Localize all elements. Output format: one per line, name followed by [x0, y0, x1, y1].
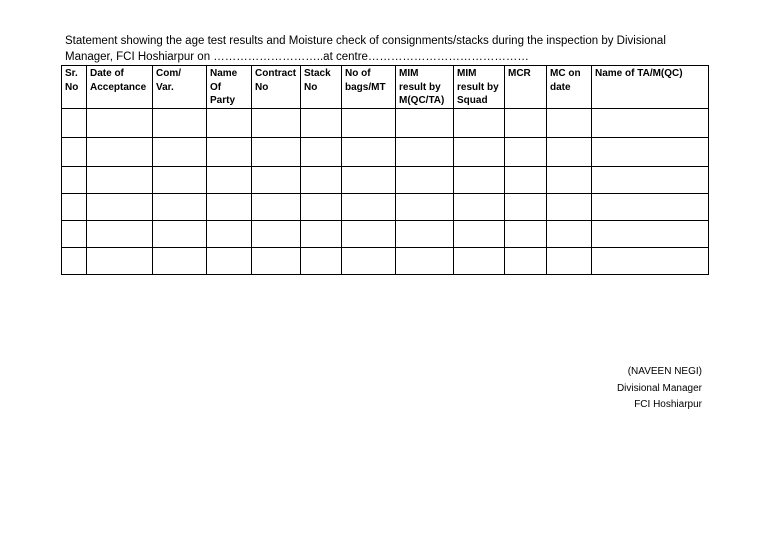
header-line: MIM [399, 68, 419, 79]
signatory-name: (NAVEEN NEGI) [627, 366, 702, 377]
table-cell [301, 248, 342, 275]
table-cell [547, 248, 592, 275]
table-cell [62, 109, 87, 138]
table-cell [153, 221, 207, 248]
table-cell [62, 138, 87, 167]
table-cell [252, 138, 301, 167]
table-cell [87, 167, 153, 194]
table-row [62, 221, 709, 248]
table-cell [62, 248, 87, 275]
table-cell [592, 138, 709, 167]
heading-line-2: Manager, FCI Hoshiarpur on ………………………..at centre…………………………………… [65, 51, 529, 63]
table-body [62, 109, 709, 275]
table-cell [153, 138, 207, 167]
header-line: result by [457, 81, 499, 93]
table-cell [592, 194, 709, 221]
header-line: No [65, 81, 79, 93]
signatory-designation: Divisional Manager [616, 382, 702, 394]
table-cell [454, 109, 505, 138]
table-row [62, 167, 709, 194]
col-contract-no [252, 66, 301, 109]
table-cell [207, 138, 252, 167]
header-line: result by [399, 81, 441, 93]
header-line: Sr. [65, 68, 78, 79]
header-line: Name [210, 68, 238, 79]
signatory-office: FCI Hoshiarpur [634, 399, 702, 410]
signature-block [617, 364, 702, 414]
header-row [62, 66, 709, 109]
table-cell [153, 248, 207, 275]
table-row [62, 194, 709, 221]
table-cell [301, 194, 342, 221]
col-mim-result-squad [454, 66, 505, 109]
heading-line-1: Statement showing the age test results and Moisture check of consignments/stacks during the inspection by Divisional [65, 35, 666, 47]
table-cell [396, 194, 454, 221]
table-cell [342, 248, 396, 275]
col-com-var [153, 66, 207, 109]
table-cell [207, 194, 252, 221]
header-line: Date of [90, 68, 124, 79]
table-cell [342, 109, 396, 138]
col-mcr [505, 66, 547, 109]
table-cell [87, 138, 153, 167]
table-cell [505, 109, 547, 138]
header-line: MCR [508, 68, 531, 79]
table-cell [454, 221, 505, 248]
table-header [62, 66, 709, 109]
table-cell [342, 221, 396, 248]
header-line: Acceptance [90, 81, 147, 93]
table-cell [342, 167, 396, 194]
header-line: Contract [255, 68, 297, 79]
table-cell [505, 221, 547, 248]
table-cell [301, 221, 342, 248]
header-line: Party [210, 95, 236, 106]
col-no-of-bags [342, 66, 396, 109]
table-cell [454, 248, 505, 275]
col-date-of-acceptance [87, 66, 153, 109]
table-cell [342, 194, 396, 221]
header-line: date [550, 81, 571, 93]
col-sr-no [62, 66, 87, 109]
table-cell [547, 109, 592, 138]
table-cell [592, 109, 709, 138]
table-cell [87, 248, 153, 275]
table-cell [454, 138, 505, 167]
table-cell [87, 194, 153, 221]
header-line: Com/ [156, 68, 181, 79]
col-mim-result-qc-ta [396, 66, 454, 109]
table-cell [396, 138, 454, 167]
inspection-table [61, 65, 709, 275]
table-cell [396, 221, 454, 248]
header-line: bags/MT [345, 81, 386, 93]
table-row [62, 138, 709, 167]
table-cell [153, 194, 207, 221]
header-line: Of [210, 81, 222, 93]
table-cell [454, 194, 505, 221]
table-cell [252, 221, 301, 248]
table-cell [396, 248, 454, 275]
header-line: No [255, 81, 269, 93]
header-line: MIM [457, 68, 477, 79]
table-cell [87, 221, 153, 248]
table-cell [252, 248, 301, 275]
table-cell [207, 248, 252, 275]
table-cell [396, 109, 454, 138]
table-cell [62, 167, 87, 194]
table-cell [505, 167, 547, 194]
table-cell [153, 109, 207, 138]
table-cell [547, 194, 592, 221]
table-cell [301, 138, 342, 167]
col-name-of-party [207, 66, 252, 109]
table-cell [505, 248, 547, 275]
col-stack-no [301, 66, 342, 109]
table-cell [454, 167, 505, 194]
table-cell [342, 138, 396, 167]
table-cell [592, 221, 709, 248]
header-line: Var. [156, 81, 174, 93]
header-line: M(QC/TA) [399, 95, 445, 106]
table-cell [396, 167, 454, 194]
statement-heading [65, 33, 725, 65]
table-cell [547, 167, 592, 194]
table-cell [252, 167, 301, 194]
table-cell [207, 167, 252, 194]
table-cell [252, 194, 301, 221]
header-line: Stack [304, 68, 331, 79]
header-line: MC on [550, 68, 581, 79]
table-cell [505, 194, 547, 221]
table-row [62, 248, 709, 275]
header-line: No [304, 81, 318, 93]
table-cell [592, 167, 709, 194]
table-cell [62, 194, 87, 221]
table-cell [87, 109, 153, 138]
header-line: Name of TA/M(QC) [595, 68, 683, 79]
table-cell [62, 221, 87, 248]
table-row [62, 109, 709, 138]
table-cell [547, 138, 592, 167]
table-cell [301, 167, 342, 194]
table-cell [252, 109, 301, 138]
table-cell [547, 221, 592, 248]
table-cell [592, 248, 709, 275]
header-line: Squad [457, 95, 488, 106]
table-cell [207, 221, 252, 248]
table-cell [153, 167, 207, 194]
table-cell [301, 109, 342, 138]
col-name-of-ta [592, 66, 709, 109]
table-cell [207, 109, 252, 138]
table-cell [505, 138, 547, 167]
col-mc-on-date [547, 66, 592, 109]
header-line: No of [345, 68, 371, 79]
